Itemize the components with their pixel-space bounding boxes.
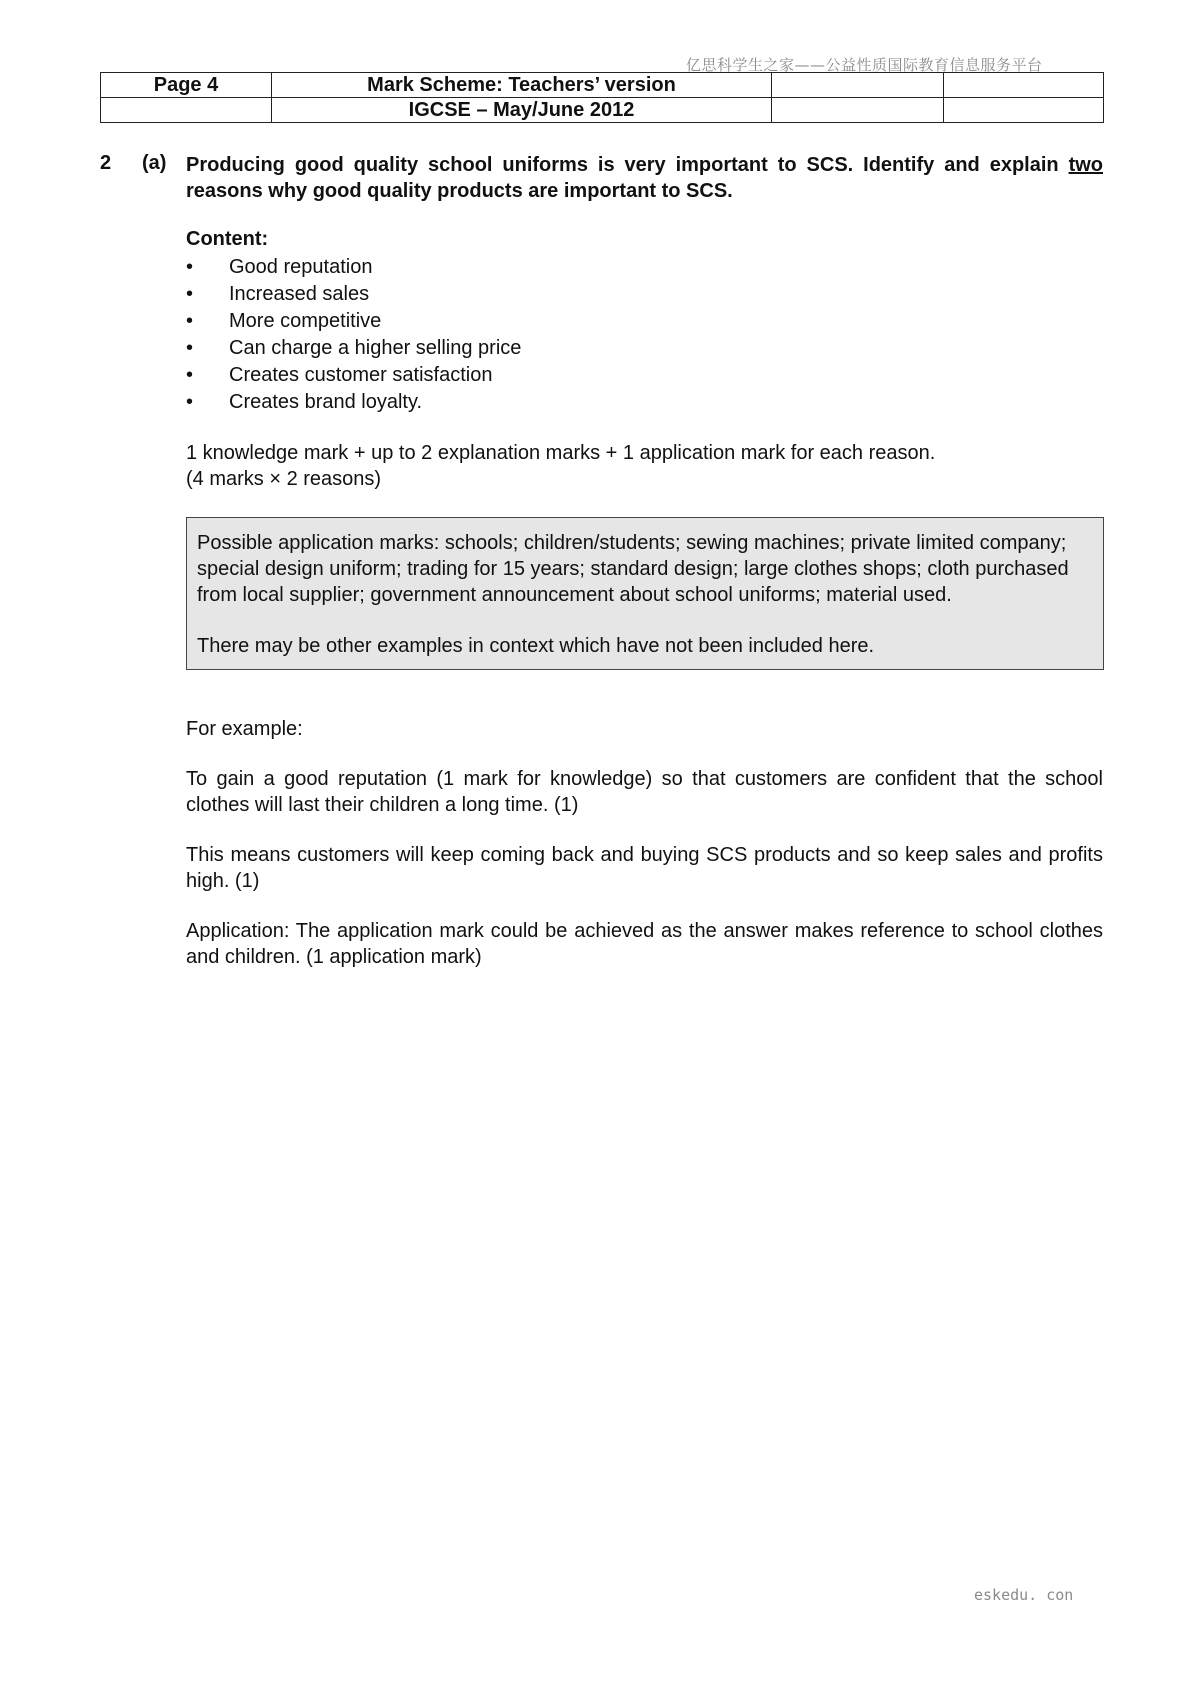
page-number: Page 4 <box>101 73 272 98</box>
list-item <box>186 335 521 362</box>
header-empty-cell <box>101 98 272 123</box>
example-paragraph: To gain a good reputation (1 mark for knowledge) so that customers are confident that the school clothes will last their children a long time. (1) <box>186 768 1103 816</box>
question-text-start: Producing good quality school uniforms is very important to SCS. Identify and explain <box>186 154 1069 176</box>
list-item-text: More competitive <box>229 310 382 332</box>
marks-allocation-line: 1 knowledge mark + up to 2 explanation marks + 1 application mark for each reason. <box>186 442 936 464</box>
bullet: • <box>186 391 194 413</box>
content-list <box>186 254 521 416</box>
watermark-bottom: eskedu. con <box>974 1586 1074 1604</box>
example-paragraph: Application: The application mark could be achieved as the answer makes reference to school clothes and children. (1 application mark) <box>186 920 1103 968</box>
question-text-end: reasons why good quality products are important to SCS. <box>186 180 733 202</box>
header-empty-cell <box>772 98 944 123</box>
bullet: • <box>186 256 194 278</box>
question-part: (a) <box>142 152 167 174</box>
question-text-underlined: two <box>1068 154 1103 176</box>
list-item <box>186 308 521 335</box>
bullet: • <box>186 310 194 332</box>
document-title: Mark Scheme: Teachers’ version <box>272 73 772 98</box>
question-number: 2 <box>100 152 112 174</box>
list-item <box>186 281 521 308</box>
list-item-text: Increased sales <box>229 283 370 305</box>
list-item <box>186 389 521 416</box>
example-paragraph: This means customers will keep coming back and buying SCS products and so keep sales and profits high. (1) <box>186 844 1103 892</box>
bullet: • <box>186 337 194 359</box>
list-item-text: Creates customer satisfaction <box>229 364 493 386</box>
list-item-text: Can charge a higher selling price <box>229 337 522 359</box>
header-empty-cell <box>772 73 944 98</box>
header-empty-cell <box>944 73 1104 98</box>
marks-allocation <box>186 440 1103 492</box>
page-header-table <box>100 72 1104 123</box>
watermark-top: 亿思科学生之家——公益性质国际教育信息服务平台 <box>686 56 1043 74</box>
application-marks-box <box>186 517 1104 670</box>
application-marks-text: Possible application marks: schools; children/students; sewing machines; private limited company; special design uniform; trading for 15 years; standard design; large clothes shops; cloth purchased from local supplier; government announcement about school uniforms; material used. <box>197 532 1069 606</box>
bullet: • <box>186 364 194 386</box>
example-label: For example: <box>186 718 303 740</box>
question-text <box>186 152 1103 204</box>
list-item <box>186 254 521 281</box>
bullet: • <box>186 283 194 305</box>
application-marks-note: There may be other examples in context which have not been included here. <box>197 635 875 657</box>
content-heading: Content: <box>186 228 269 250</box>
exam-session: IGCSE – May/June 2012 <box>272 98 772 123</box>
list-item <box>186 362 521 389</box>
header-empty-cell <box>944 98 1104 123</box>
list-item-text: Creates brand loyalty. <box>229 391 423 413</box>
list-item-text: Good reputation <box>229 256 373 278</box>
marks-total-line: (4 marks × 2 reasons) <box>186 468 382 490</box>
